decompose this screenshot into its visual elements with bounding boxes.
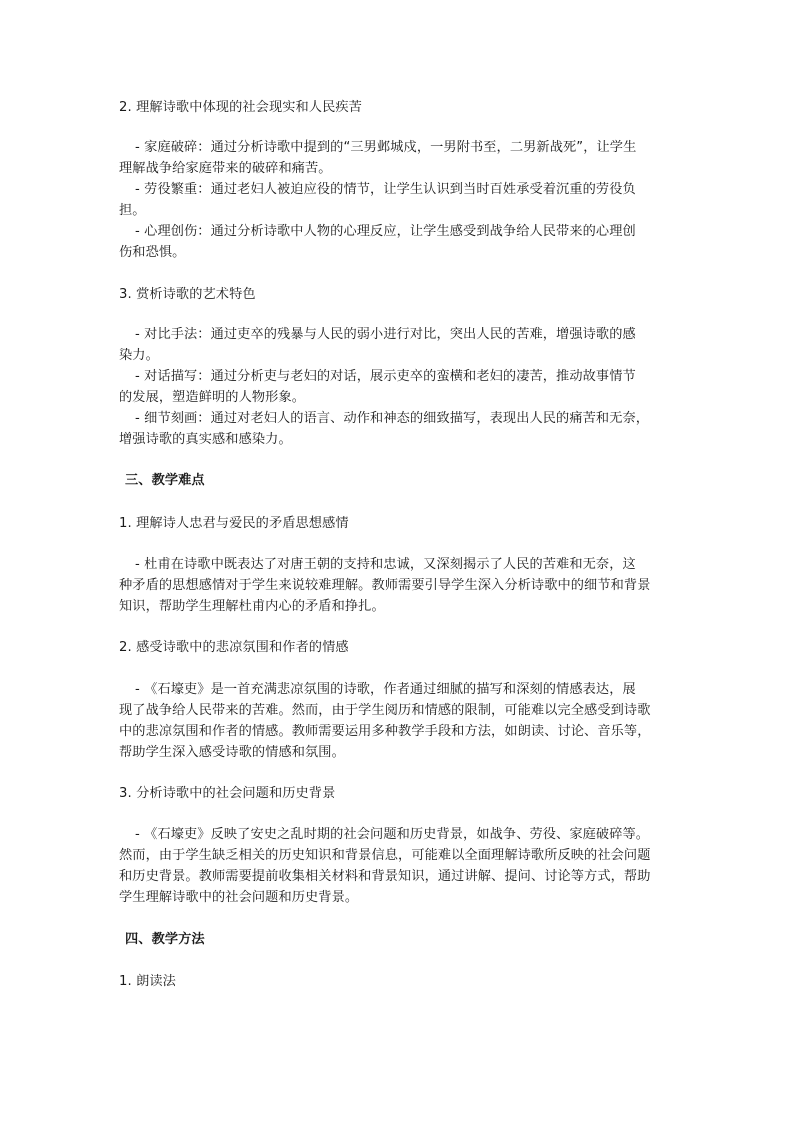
- paragraph-line: - 细节刻画：通过对老妇人的语言、动作和神态的细致描写，表现出人民的痛苦和无奈，: [135, 411, 650, 426]
- paragraph-line: - 劳役繁重：通过老妇人被迫应役的情节，让学生认识到当时百姓承受着沉重的劳役负: [135, 182, 636, 197]
- item-title: 1. 朗读法: [119, 974, 176, 989]
- paragraph-line: 增强诗歌的真实感和感染力。: [119, 432, 292, 447]
- paragraph-line: 种矛盾的思想感情对于学生来说较难理解。教师需要引导学生深入分析诗歌中的细节和背景: [119, 578, 651, 593]
- item-title: 3. 赏析诗歌的艺术特色: [119, 287, 256, 302]
- paragraph-line: 中的悲凉氛围和作者的情感。教师需要运用多种教学手段和方法，如朗读、讨论、音乐等，: [119, 724, 651, 739]
- paragraph-line: 和历史背景。教师需要提前收集相关材料和背景知识，通过讲解、提问、讨论等方式，帮助: [119, 869, 651, 884]
- paragraph-line: 知识，帮助学生理解杜甫内心的矛盾和挣扎。: [119, 599, 385, 614]
- item-title: 2. 理解诗歌中体现的社会现实和人民疾苦: [119, 100, 362, 115]
- paragraph-line: 的发展，塑造鲜明的人物形象。: [119, 390, 306, 405]
- section-heading: 三、教学难点: [125, 473, 205, 488]
- paragraph-line: - 对话描写：通过分析吏与老妇的对话，展示吏卒的蛮横和老妇的凄苦，推动故事情节: [135, 369, 636, 384]
- paragraph-line: 担。: [119, 203, 146, 218]
- paragraph-line: 理解战争给家庭带来的破碎和痛苦。: [119, 161, 332, 176]
- paragraph-line: 伤和恐惧。: [119, 245, 186, 260]
- paragraph-line: - 《石壕吏》是一首充满悲凉氛围的诗歌，作者通过细腻的描写和深刻的情感表达，展: [135, 682, 636, 697]
- paragraph-line: - 《石壕吏》反映了安史之乱时期的社会问题和历史背景，如战争、劳役、家庭破碎等。: [135, 827, 650, 842]
- item-title: 3. 分析诗歌中的社会问题和历史背景: [119, 786, 336, 801]
- paragraph-line: 染力。: [119, 348, 159, 363]
- section-heading: 四、教学方法: [125, 932, 205, 947]
- paragraph-line: 现了战争给人民带来的苦难。然而，由于学生阅历和情感的限制，可能难以完全感受到诗歌: [119, 703, 651, 718]
- paragraph-line: - 杜甫在诗歌中既表达了对唐王朝的支持和忠诚，又深刻揭示了人民的苦难和无奈，这: [135, 557, 636, 572]
- paragraph-line: 帮助学生深入感受诗歌的情感和氛围。: [119, 745, 345, 760]
- paragraph-line: - 对比手法：通过吏卒的残暴与人民的弱小进行对比，突出人民的苦难，增强诗歌的感: [135, 327, 636, 342]
- paragraph-line: - 心理创伤：通过分析诗歌中人物的心理反应，让学生感受到战争给人民带来的心理创: [135, 224, 636, 239]
- item-title: 2. 感受诗歌中的悲凉氛围和作者的情感: [119, 640, 349, 655]
- paragraph-line: - 家庭破碎：通过分析诗歌中提到的“三男邺城戍，一男附书至，二男新战死”，让学生: [135, 140, 637, 155]
- item-title: 1. 理解诗人忠君与爱民的矛盾思想感情: [119, 516, 349, 531]
- paragraph-line: 然而，由于学生缺乏相关的历史知识和背景信息，可能难以全面理解诗歌所反映的社会问题: [119, 848, 651, 863]
- paragraph-line: 学生理解诗歌中的社会问题和历史背景。: [119, 890, 359, 905]
